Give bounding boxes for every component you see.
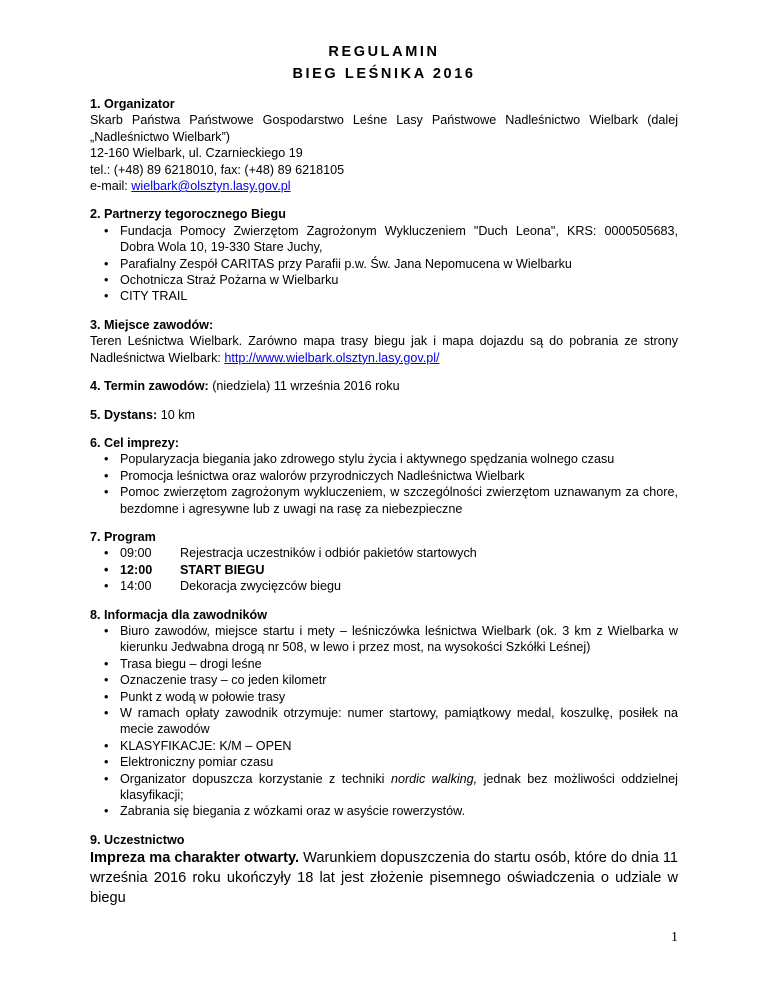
distance-text: 10 km bbox=[157, 407, 195, 422]
nordic-emphasis: nordic walking, bbox=[390, 771, 478, 786]
list-item: • KLASYFIKACJE: K/M – OPEN bbox=[90, 738, 678, 754]
section-organizer bbox=[90, 96, 678, 194]
list-item: • Pomoc zwierzętom zagrożonym wykluczeniem, w szczególności zwierzętom uznawanym za chore, bezdomne i agresywne lub z uwagi na rasę za niebezpieczne bbox=[90, 484, 678, 517]
email-link[interactable]: wielbark@olsztyn.lasy.gov.pl bbox=[131, 179, 291, 194]
page-number: 1 bbox=[671, 930, 678, 945]
list-item: • Oznaczenie trasy – co jeden kilometr bbox=[90, 672, 678, 688]
section-heading: 3. Miejsce zawodów: bbox=[90, 317, 214, 332]
program-desc: START BIEGU bbox=[180, 562, 265, 577]
section-goals bbox=[90, 435, 678, 517]
section-participation bbox=[90, 832, 678, 908]
list-item: • Punkt z wodą w połowie trasy bbox=[90, 689, 678, 705]
info-list bbox=[90, 623, 678, 820]
list-item: • W ramach opłaty zawodnik otrzymuje: numer startowy, pamiątkowy medal, koszulkę, posiłek na mecie zawodów bbox=[90, 705, 678, 738]
list-item: • Elektroniczny pomiar czasu bbox=[90, 754, 678, 770]
section-location bbox=[90, 317, 678, 366]
document-subtitle: BIEG LEŚNIKA 2016 bbox=[292, 66, 476, 82]
section-heading: 2. Partnerzy tegorocznego Biegu bbox=[90, 207, 286, 222]
section-info bbox=[90, 607, 678, 820]
program-desc: Rejestracja uczestników i odbiór pakietów startowych bbox=[180, 546, 477, 561]
goals-list bbox=[90, 451, 678, 517]
participation-bold: Impreza ma charakter otwarty. bbox=[90, 850, 300, 867]
document-body bbox=[90, 96, 678, 908]
program-time: 12:00 bbox=[120, 562, 153, 577]
list-item: • Biuro zawodów, miejsce startu i mety – leśniczówka leśnictwa Wielbark (ok. 3 km z Wielbarka w kierunku Jedwabna drogą nr 508, w lewo i przez most, na wysokości Szkółki Leśnej) bbox=[90, 623, 678, 656]
organizer-email-line bbox=[90, 178, 678, 194]
organizer-name: Skarb Państwa Państwowe Gospodarstwo Leśne Lasy Państwowe Nadleśnictwo Wielbark (dalej „Nadleśnictwo Wielbark”) bbox=[90, 113, 678, 144]
section-distance bbox=[90, 407, 678, 423]
list-item-nordic bbox=[90, 771, 678, 804]
nordic-text: Organizator dopuszcza korzystanie z techniki bbox=[120, 771, 391, 786]
program-time: 09:00 bbox=[120, 546, 152, 561]
section-date bbox=[90, 378, 678, 394]
section-heading: 8. Informacja dla zawodników bbox=[90, 607, 268, 622]
participation-text bbox=[90, 848, 678, 908]
organizer-phone: tel.: (+48) 89 6218010, fax: (+48) 89 6218105 bbox=[90, 162, 345, 177]
document-title: REGULAMIN bbox=[328, 44, 440, 60]
section-heading: 7. Program bbox=[90, 529, 156, 544]
list-item: • Zabrania się biegania z wózkami oraz w asyście rowerzystów. bbox=[90, 803, 678, 819]
list-item: • Trasa biegu – drogi leśne bbox=[90, 656, 678, 672]
list-item: • CITY TRAIL bbox=[90, 288, 678, 304]
program-item bbox=[90, 545, 678, 561]
location-description: Teren Leśnictwa Wielbark. Zarówno mapa trasy biegu jak i mapa dojazdu są do pobrania ze strony Nadleśnictwa Wielbark: bbox=[90, 334, 678, 365]
program-item bbox=[90, 562, 678, 578]
partners-list bbox=[90, 223, 678, 305]
list-item: • Popularyzacja biegania jako zdrowego stylu życia i aktywnego spędzania wolnego czasu bbox=[90, 451, 678, 467]
section-program bbox=[90, 529, 678, 595]
section-heading: 6. Cel imprezy: bbox=[90, 435, 179, 450]
email-label: e-mail: bbox=[90, 179, 132, 194]
location-text bbox=[90, 333, 678, 366]
website-link[interactable]: http://www.wielbark.olsztyn.lasy.gov.pl/ bbox=[224, 350, 440, 365]
list-item: • Promocja leśnictwa oraz walorów przyrodniczych Nadleśnictwa Wielbark bbox=[90, 468, 678, 484]
list-item: • Parafialny Zespół CARITAS przy Parafii p.w. Św. Jana Nepomucena w Wielbarku bbox=[90, 256, 678, 272]
list-item: • Fundacja Pomocy Zwierzętom Zagrożonym Wykluczeniem "Duch Leona", KRS: 0000505683, Dobra Wola 10, 19-330 Stare Juchy, bbox=[90, 223, 678, 256]
program-time: 14:00 bbox=[120, 579, 152, 594]
program-desc: Dekoracja zwycięzców biegu bbox=[180, 579, 341, 594]
organizer-address: 12-160 Wielbark, ul. Czarnieckiego 19 bbox=[90, 146, 303, 161]
nordic-text-end: jednak bez możliwości oddzielnej klasyfikacji; bbox=[120, 771, 678, 803]
section-heading: 9. Uczestnictwo bbox=[90, 832, 185, 847]
program-item bbox=[90, 578, 678, 594]
section-partners bbox=[90, 206, 678, 304]
list-item: • Ochotnicza Straż Pożarna w Wielbarku bbox=[90, 272, 678, 288]
date-text: (niedziela) 11 września 2016 roku bbox=[208, 379, 400, 394]
program-list bbox=[90, 545, 678, 594]
section-heading: 5. Dystans: bbox=[90, 407, 158, 422]
participation-body: Warunkiem dopuszczenia do startu osób, które do dnia 11 września 2016 roku ukończyły 18 lat jest złożenie pisemnego oświadczenia o udziale w biegu bbox=[90, 850, 679, 907]
section-heading: 1. Organizator bbox=[90, 97, 175, 111]
section-heading: 4. Termin zawodów: bbox=[90, 379, 209, 394]
